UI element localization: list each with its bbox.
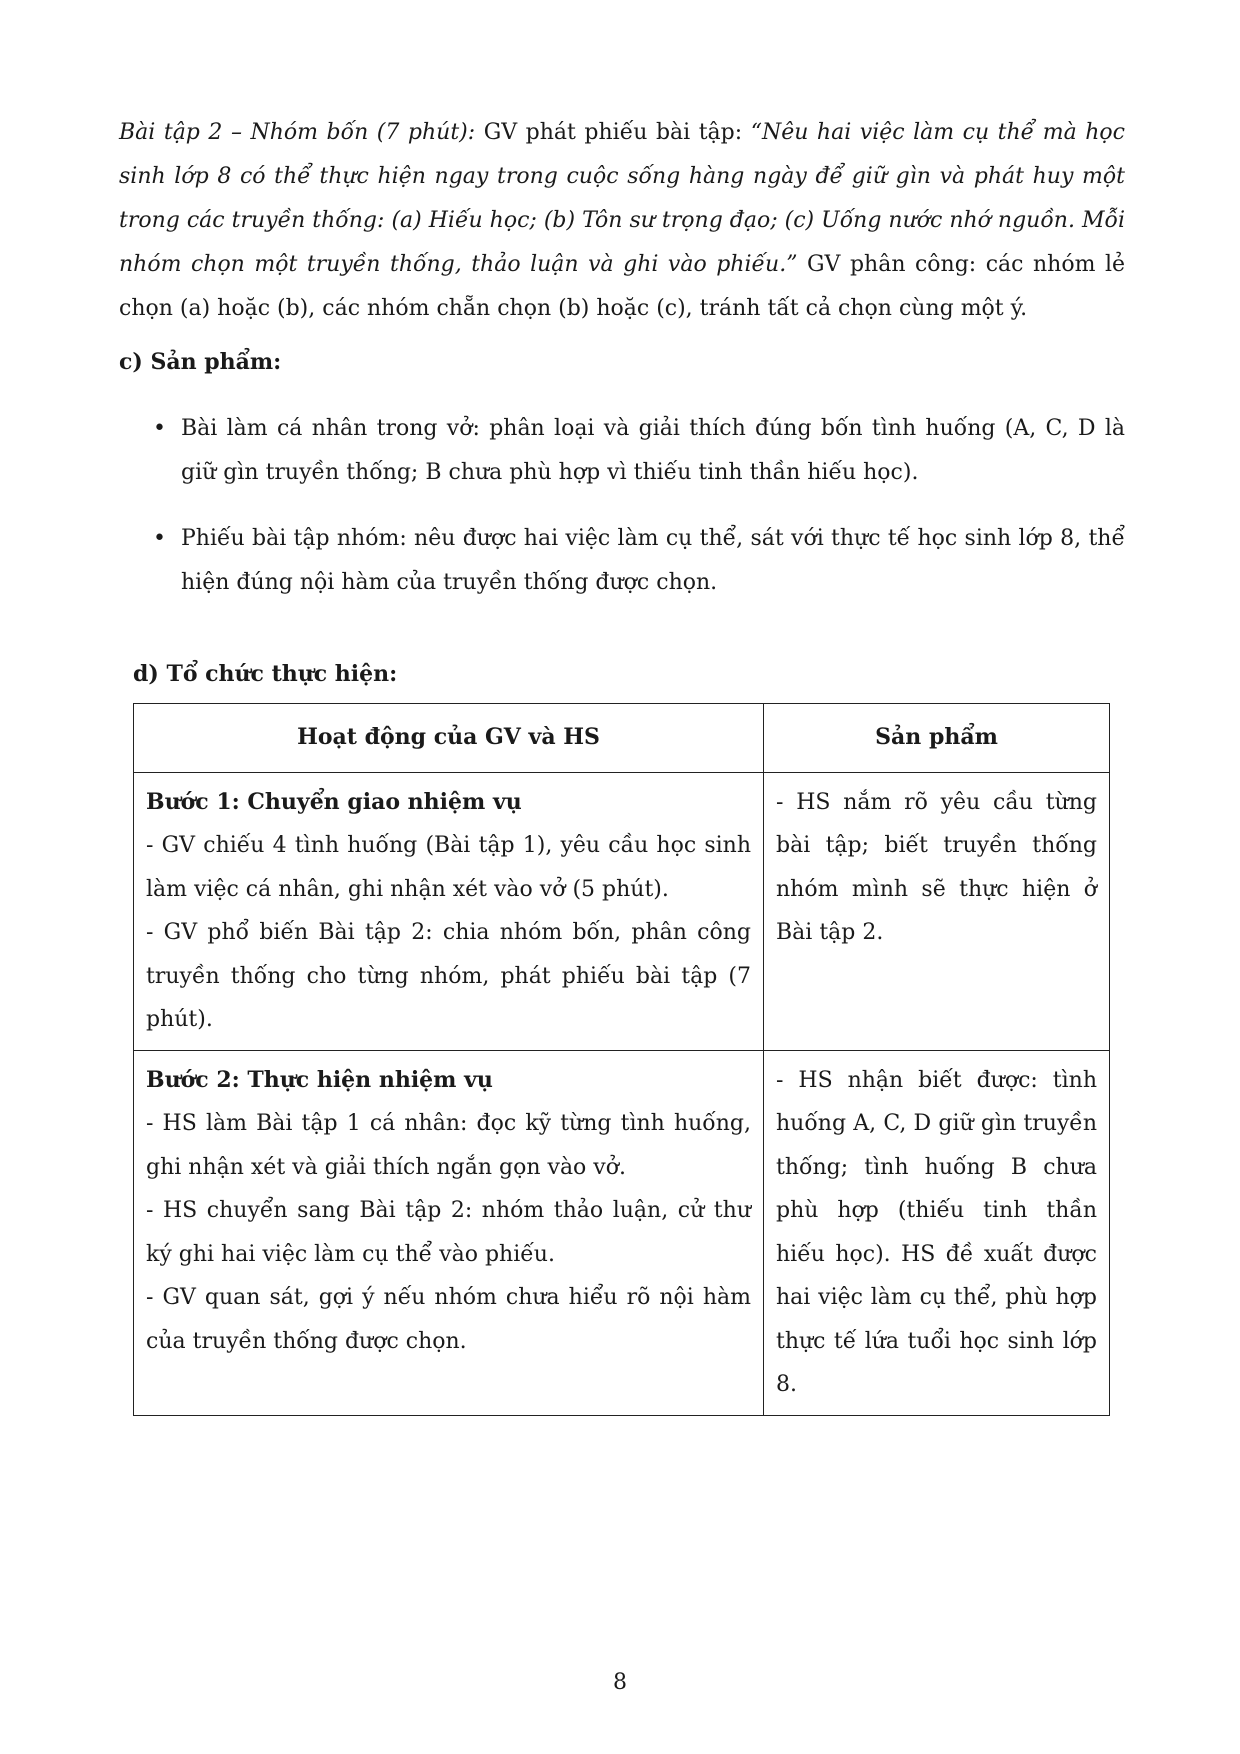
activity-table (133, 703, 1110, 1416)
table-row (134, 772, 1110, 1050)
bullet-icon: • (153, 416, 166, 441)
header-products: Sản phẩm (764, 704, 1110, 773)
table-header-row (134, 704, 1110, 773)
activity-line: - HS làm Bài tập 1 cá nhân: đọc kỹ từng tình huống, ghi nhận xét và giải thích ngắn gọn vào vở. (146, 1111, 751, 1180)
step-title: Bước 2: Thực hiện nhiệm vụ (146, 1066, 493, 1093)
activity-cell (134, 772, 764, 1050)
list-item-text: Phiếu bài tập nhóm: nêu được hai việc làm cụ thể, sát với thực tế học sinh lớp 8, thể hiện đúng nội hàm của truyền thống được chọn. (181, 526, 1125, 595)
page-number: 8 (613, 1670, 627, 1695)
product-cell: - HS nắm rõ yêu cầu từng bài tập; biết truyền thống nhóm mình sẽ thực hiện ở Bài tập 2. (764, 772, 1110, 1050)
step-title: Bước 1: Chuyển giao nhiệm vụ (146, 788, 522, 815)
activity-line: - GV chiếu 4 tình huống (Bài tập 1), yêu cầu học sinh làm việc cá nhân, ghi nhận xét vào vở (5 phút). (146, 833, 751, 902)
exercise-2-rest: GV phân công: các nhóm lẻ chọn (a) hoặc (b), các nhóm chẵn chọn (b) hoặc (c), tránh tất cả chọn cùng một ý. (119, 252, 1125, 321)
activity-line: - GV phổ biến Bài tập 2: chia nhóm bốn, phân công truyền thống cho từng nhóm, phát phiếu bài tập (7 phút). (146, 920, 751, 1032)
header-activities: Hoạt động của GV và HS (134, 704, 764, 773)
product-cell: - HS nhận biết được: tình huống A, C, D giữ gìn truyền thống; tình huống B chưa phù hợp (thiếu tinh thần hiếu học). HS đề xuất được hai việc làm cụ thể, phù hợp thực tế lứa tuổi học sinh lớp 8. (764, 1050, 1110, 1415)
list-item (119, 517, 1125, 605)
exercise-2-paragraph (119, 111, 1125, 331)
section-d-heading: d) Tổ chức thực hiện: (133, 661, 398, 687)
exercise-2-label: Bài tập 2 – Nhóm bốn (7 phút): (119, 120, 476, 145)
exercise-2-intro: GV phát phiếu bài tập: (475, 120, 751, 145)
list-item-text: Bài làm cá nhân trong vở: phân loại và giải thích đúng bốn tình huống (A, C, D là giữ gìn truyền thống; B chưa phù hợp vì thiếu tinh thần hiếu học). (181, 416, 1125, 485)
table-row (134, 1050, 1110, 1415)
activity-line: - HS chuyển sang Bài tập 2: nhóm thảo luận, cử thư ký ghi hai việc làm cụ thể vào phiếu. (146, 1198, 751, 1267)
product-list (119, 407, 1125, 627)
section-c-heading: c) Sản phẩm: (119, 349, 282, 375)
list-item (119, 407, 1125, 495)
activity-cell (134, 1050, 764, 1415)
activity-line: - GV quan sát, gợi ý nếu nhóm chưa hiểu rõ nội hàm của truyền thống được chọn. (146, 1285, 751, 1354)
exercise-2-quote: “Nêu hai việc làm cụ thể mà học sinh lớp 8 có thể thực hiện ngay trong cuộc sống hàng ngày để giữ gìn và phát huy một trong các truyền thống: (a) Hiếu học; (b) Tôn sư trọng đạo; (c) Uống nước nhớ nguồn. Mỗi nhóm chọn một truyền thống, thảo luận và ghi vào phiếu.” (119, 120, 1125, 277)
bullet-icon: • (153, 526, 166, 551)
